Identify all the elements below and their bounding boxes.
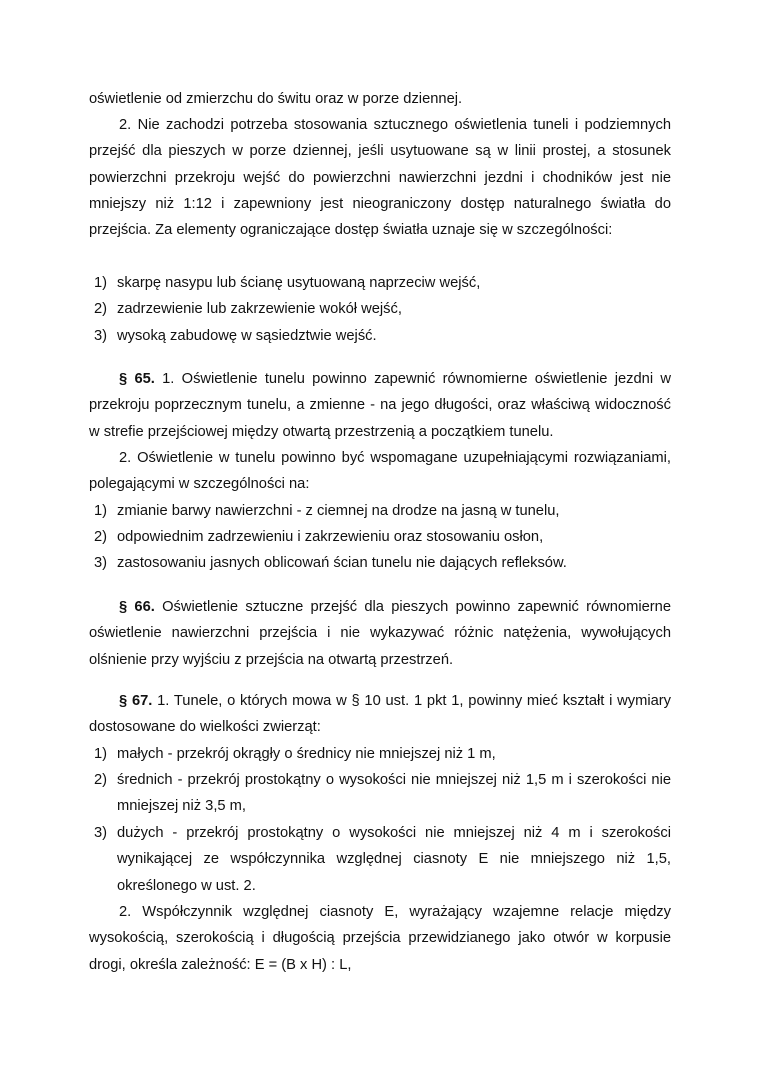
list-item: [89, 550, 671, 576]
list-text: odpowiednim zadrzewieniu i zakrzewieniu oraz stosowaniu osłon,: [117, 529, 544, 545]
section-67-paragraph-1: [89, 688, 671, 741]
section-mark: § 67.: [119, 693, 153, 709]
list-number: 3): [94, 825, 108, 841]
section-67-paragraph-2: 2. Współczynnik względnej ciasnoty E, wyrażający wzajemne relacje między wysokością, szerokością i długością przejścia przewidzianego jako otwór w korpusie drogi, określa zależność: E = (B x H) : L,: [89, 904, 671, 973]
list-item: [89, 767, 671, 820]
section-mark: § 66.: [119, 599, 155, 615]
list-text: średnich - przekrój prostokątny o wysokości nie mniejszej niż 1,5 m i szerokości nie mniejszej niż 3,5 m,: [117, 772, 671, 815]
list-text: zmianie barwy nawierzchni - z ciemnej na drodze na jasną w tunelu,: [117, 503, 560, 519]
list-text: dużych - przekrój prostokątny o wysokości nie mniejszej niż 4 m i szerokości wynikającej ze współczynnika względnej ciasnoty E nie mniejszego niż 1,5, określonego w ust. 2.: [117, 825, 671, 894]
section-text: 1. Tunele, o których mowa w § 10 ust. 1 pkt 1, powinny mieć kształt i wymiary dostosowane do wielkości zwierząt:: [89, 693, 671, 736]
list-text: małych - przekrój okrągły o średnicy nie mniejszej niż 1 m,: [117, 746, 496, 762]
list-number: 3): [94, 328, 108, 344]
list-item: [89, 323, 671, 349]
list-text: zastosowaniu jasnych oblicowań ścian tunelu nie dających refleksów.: [117, 555, 567, 571]
list-item: [89, 820, 671, 899]
list-number: 1): [94, 503, 108, 519]
section-mark: § 65.: [119, 371, 155, 387]
list-number: 1): [94, 275, 108, 291]
list-number: 2): [94, 529, 108, 545]
paragraph-64-2: 2. Nie zachodzi potrzeba stosowania sztucznego oświetlenia tuneli i podziemnych przejść dla pieszych w porze dziennej, jeśli usytuowane są w linii prostej, a stosunek powierzchni przekroju wejść do powierzchni nawierzchni jezdni i chodników jest nie mniejszy niż 1:12 i zapewniony jest nieograniczony dostęp naturalnego światła do przejścia. Za elementy ograniczające dostęp światła uznaje się w szczególności:: [89, 117, 671, 239]
section-65-paragraph-1: [89, 366, 671, 445]
list-number: 3): [94, 555, 108, 571]
section-text: 1. Oświetlenie tunelu powinno zapewnić równomierne oświetlenie jezdni w przekroju poprzecznym tunelu, a zmienne - na jego długości, oraz właściwą widoczność w strefie przejściowej między otwartą przestrzenią a początkiem tunelu.: [89, 371, 671, 440]
list-number: 1): [94, 746, 108, 762]
list-number: 2): [94, 301, 108, 317]
list-item: [89, 270, 671, 296]
list-item: [89, 498, 671, 524]
list-text: zadrzewienie lub zakrzewienie wokół wejść,: [117, 301, 402, 317]
list-item: [89, 741, 671, 767]
section-65-paragraph-2: 2. Oświetlenie w tunelu powinno być wspomagane uzupełniającymi rozwiązaniami, polegającymi w szczególności na:: [89, 450, 671, 493]
list-number: 2): [94, 772, 108, 788]
intro-paragraph: oświetlenie od zmierzchu do świtu oraz w porze dziennej.: [89, 91, 463, 107]
list-item: [89, 296, 671, 322]
list-text: wysoką zabudowę w sąsiedztwie wejść.: [117, 328, 377, 344]
list-item: [89, 524, 671, 550]
section-66-paragraph: [89, 594, 671, 673]
section-text: Oświetlenie sztuczne przejść dla pieszych powinno zapewnić równomierne oświetlenie nawierzchni przejścia i nie wykazywać różnic natężenia, wywołujących olśnienie przy wyjściu z przejścia na otwartą przestrzeń.: [89, 599, 671, 668]
list-text: skarpę nasypu lub ścianę usytuowaną naprzeciw wejść,: [117, 275, 481, 291]
